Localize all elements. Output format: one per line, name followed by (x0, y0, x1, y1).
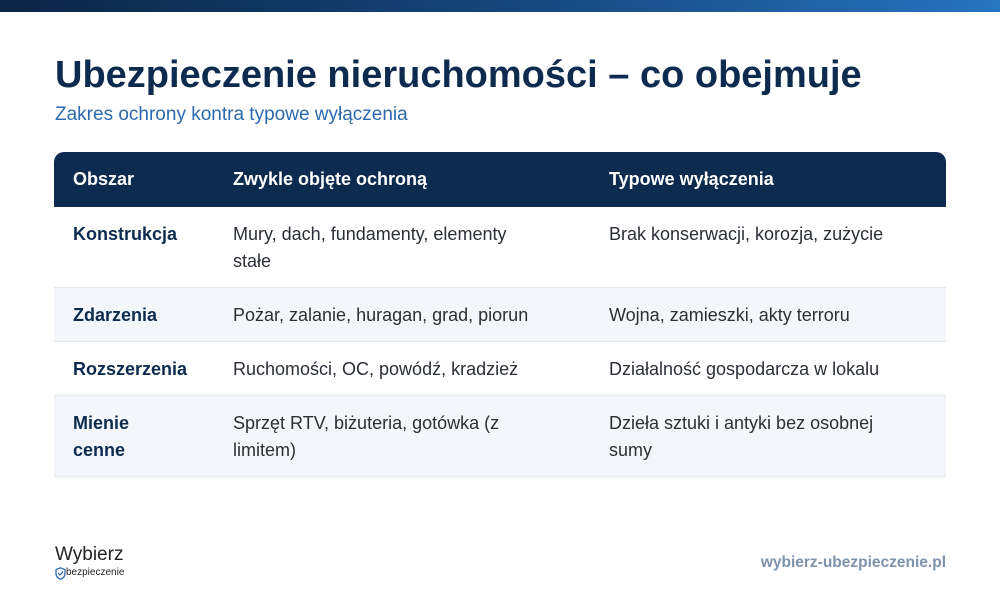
excluded-text: Brak konserwacji, korozja, zużycie (609, 224, 884, 244)
excluded-text: Wojna, zamieszki, akty terroru (609, 305, 850, 325)
cell-excluded (590, 288, 946, 341)
covered-text: Mury, dach, fundamenty, elementy stałe (233, 224, 507, 271)
cell-area (54, 342, 214, 395)
coverage-table (54, 152, 946, 477)
website-url: wybierz-ubezpieczenie.pl (760, 554, 946, 571)
top-accent-bar (0, 0, 1000, 12)
covered-text: Pożar, zalanie, huragan, grad, piorun (233, 305, 529, 325)
cell-excluded (590, 207, 946, 287)
header-excluded: Typowe wyłączenia (609, 169, 774, 189)
cell-covered (214, 288, 590, 341)
logo-subtext: bezpieczenie (66, 567, 125, 578)
page-subtitle: Zakres ochrony kontra typowe wyłączenia (55, 104, 408, 125)
cell-area (54, 288, 214, 341)
cell-covered (214, 396, 590, 476)
table-header-row (54, 152, 946, 207)
table-row (54, 396, 946, 477)
cell-area (54, 207, 214, 287)
area-label: Mienie cenne (73, 413, 130, 460)
logo-wordmark-bottom (55, 566, 135, 580)
logo-wordmark-top: Wybierz (55, 544, 124, 565)
cell-excluded (590, 396, 946, 476)
cell-excluded (590, 342, 946, 395)
header-area: Obszar (73, 169, 135, 189)
cell-covered (214, 207, 590, 287)
table-row (54, 288, 946, 342)
area-label: Zdarzenia (73, 305, 158, 325)
excluded-text: Działalność gospodarcza w lokalu (609, 359, 880, 379)
area-label: Rozszerzenia (73, 359, 188, 379)
shield-check-icon (55, 567, 66, 580)
covered-text: Ruchomości, OC, powódź, kradzież (233, 359, 519, 379)
table-row (54, 342, 946, 396)
cell-covered (214, 342, 590, 395)
brand-logo (55, 544, 135, 580)
covered-text: Sprzęt RTV, biżuteria, gotówka (z limitem) (233, 413, 500, 460)
excluded-text: Dzieła sztuki i antyki bez osobnej sumy (609, 413, 874, 460)
page-title: Ubezpieczenie nieruchomości – co obejmuje (55, 54, 862, 96)
cell-area (54, 396, 214, 476)
area-label: Konstrukcja (73, 224, 178, 244)
header-covered: Zwykle objęte ochroną (233, 169, 428, 189)
table-row (54, 207, 946, 288)
